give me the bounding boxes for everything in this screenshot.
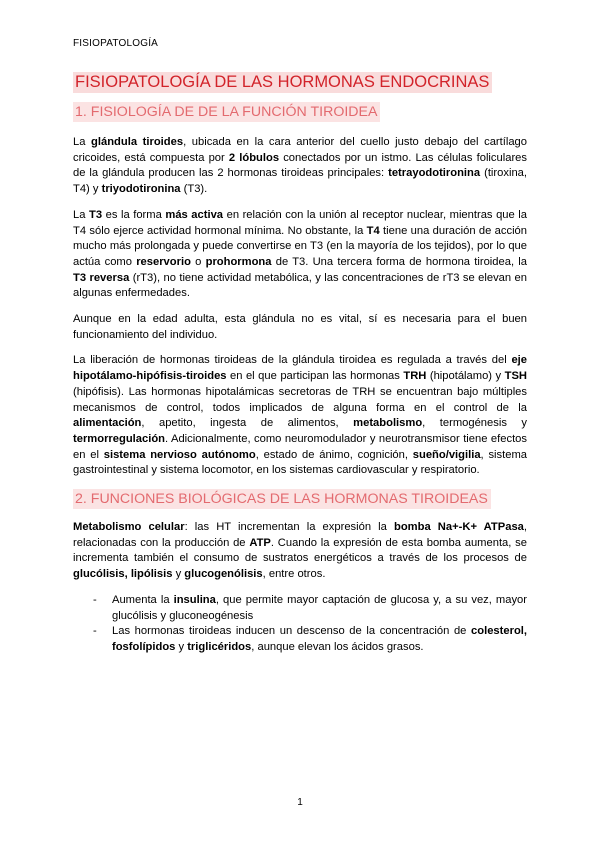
paragraph-cell-metabolism: Metabolismo celular: las HT incrementan la expresión la bomba Na+-K+ ATPasa, relacionadas con la producción de ATP. Cuando la expresión de esta bomba aumenta, se incrementa también el consumo de sustratos energéticos a través de los procesos de glucólisis, lipólisis y glucogenólisis, entre otros. [73,521,527,581]
paragraph-adult-function: Aunque en la edad adulta, esta glándula no es vital, sí es necesaria para el buen funcionamiento del individuo. [73,313,527,341]
section-1-heading: 1. FISIOLOGÍA DE DE LA FUNCIÓN TIROIDEA [73,102,380,122]
list-item: - Las hormonas tiroideas inducen un descenso de la concentración de colesterol, fosfolípidos y triglicéridos, aunque elevan los ácidos grasos. [93,624,527,655]
paragraph-t3-t4: La T3 es la forma más activa en relación con la unión al receptor nuclear, mientras que la T4 sólo ejerce actividad hormonal mínima. No obstante, la T4 tiene una duración de acción mucho más prolongada y puede convertirse en T3 (en la mayoría de los tejidos), por lo que actúa como reservorio o prohormona de T3. Una tercera forma de hormona tiroidea, la T3 reversa (rT3), no tiene actividad metabólica, y las concentraciones de rT3 se elevan en algunas enfermedades. [73,208,527,300]
body-content [73,102,527,656]
title-block [73,72,540,93]
paragraph-hpt-axis: La liberación de hormonas tiroideas de la glándula tiroidea es regulada a través del eje hipotálamo-hipófisis-tiroides en el que participan las hormonas TRH (hipotálamo) y TSH (hipófisis). Las hormonas hipotalámicas secretoras de TRH se encuentran bajo múltiples mecanismos de control, todos implicados de alguna forma en el control de la alimentación, apetito, ingesta de alimentos, metabolismo, termogénesis y termorregulación. Adicionalmente, como neuromodulador y neurotransmisor tiene efectos en el sistema nervioso autónomo, estado de ánimo, cognición, sueño/vigilia, sistema gastrointestinal y sistema locomotor, en los sistemas cardiovascular y respiratorio. [73,354,528,477]
section-2-heading-wrap [73,489,527,509]
section-1-heading-wrap [73,102,527,122]
paragraph-thyroid-anatomy: La glándula tiroides, ubicada en la cara anterior del cuello justo debajo del cartílago cricoides, está compuesta por 2 lóbulos conectados por un istmo. Las células foliculares de la glándula producen las 2 hormonas tiroideas principales: tetrayodotironina (tiroxina, T4) y triyodotironina (T3). [73,136,528,196]
document-title: FISIOPATOLOGÍA DE LAS HORMONAS ENDOCRINAS [73,72,492,93]
section-2-heading: 2. FUNCIONES BIOLÓGICAS DE LAS HORMONAS TIROIDEAS [73,489,491,509]
page-number: 1 [297,797,303,808]
list-item: - Aumenta la insulina, que permite mayor captación de glucosa y, a su vez, mayor glucólisis y gluconeogénesis [93,593,527,624]
running-header: FISIOPATOLOGÍA [73,38,159,49]
bullet-list [73,593,527,656]
